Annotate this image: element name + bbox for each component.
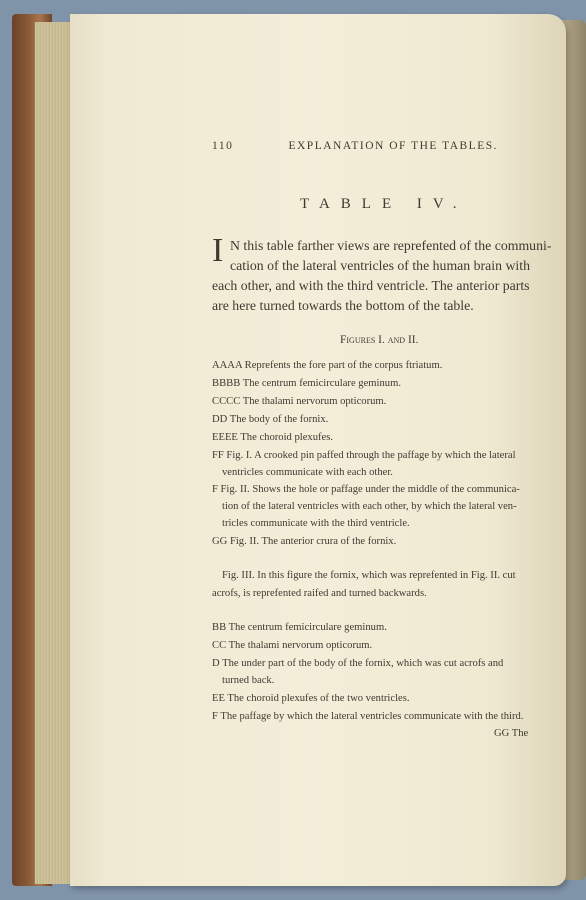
legend-entry-continuation: ventricles communicate with each other. (222, 467, 393, 478)
intro-line: cation of the lateral ventricles of the human brain with (230, 258, 530, 273)
page-number: 110 (212, 140, 234, 152)
legend-entry: F The paffage by which the lateral ventricles communicate with the third. (212, 711, 524, 722)
table-title: TABLE IV. (300, 196, 468, 212)
intro-line: each other, and with the third ventricle. The anterior parts (212, 278, 530, 293)
figures-caption: Figures I. and II. (340, 334, 419, 346)
fig3-line: acrofs, is reprefented raifed and turned backwards. (212, 588, 427, 599)
legend-entry: EE The choroid plexufes of the two ventricles. (212, 693, 410, 704)
legend-entry-continuation: tion of the lateral ventricles with each other, by which the lateral ven- (222, 501, 517, 512)
drop-cap: I (212, 232, 224, 269)
legend-entry-continuation: tricles communicate with the third ventricle. (222, 518, 410, 529)
intro-line: are here turned towards the bottom of the table. (212, 298, 474, 313)
legend-entry: FF Fig. I. A crooked pin paffed through the paffage by which the lateral (212, 450, 516, 461)
intro-line: N this table farther views are reprefented of the communi- (230, 238, 552, 253)
legend-entry: EEEE The choroid plexufes. (212, 432, 334, 443)
legend-entry: BB The centrum femicirculare geminum. (212, 622, 387, 633)
legend-entry: F Fig. II. Shows the hole or paffage under the middle of the communica- (212, 484, 520, 495)
catchword: GG The (494, 728, 529, 739)
legend-entry: DD The body of the fornix. (212, 414, 329, 425)
fig3-line: Fig. III. In this figure the fornix, which was reprefented in Fig. II. cut (222, 570, 516, 581)
legend-entry: GG Fig. II. The anterior crura of the fornix. (212, 536, 397, 547)
running-title: EXPLANATION OF THE TABLES. (288, 140, 498, 152)
legend-entry: AAAA Reprefents the fore part of the corpus ftriatum. (212, 360, 443, 371)
legend-entry: BBBB The centrum femicirculare geminum. (212, 378, 401, 389)
legend-entry-continuation: turned back. (222, 675, 275, 686)
legend-entry: CC The thalami nervorum opticorum. (212, 640, 373, 651)
legend-entry: CCCC The thalami nervorum opticorum. (212, 396, 387, 407)
legend-entry: D The under part of the body of the fornix, which was cut acrofs and (212, 658, 504, 669)
running-head (212, 140, 498, 152)
